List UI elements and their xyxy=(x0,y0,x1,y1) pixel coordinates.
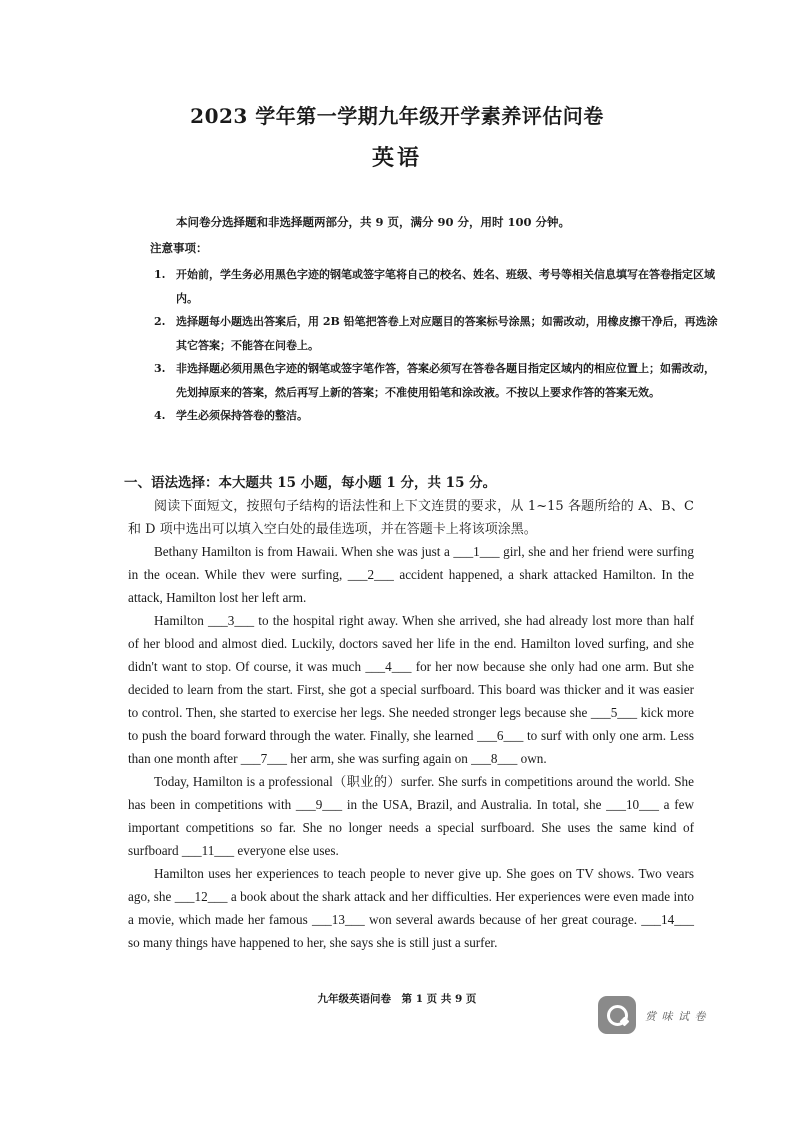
notice-item xyxy=(154,310,724,357)
passage-paragraph: Hamilton uses her experiences to teach people to never give up. She goes on TV shows. Two vears ago, she ___12___ a book about the shark attack and her difficulties. Her experiences were even made into a movie, which made her famous ___13___ won several awards because of her great courage. ___14___ so many things have happened to her, she says she is still just a surfer. xyxy=(128,866,694,950)
watermark-text: 赏 味 试 卷 xyxy=(645,1010,707,1023)
notice-number: 4. xyxy=(154,409,166,422)
reading-passage xyxy=(128,540,694,954)
passage-paragraph: Bethany Hamilton is from Hawaii. When she was just a ___1___ girl, she and her friend were surfing in the ocean. While thev were surfing, ___2___ accident happened, a shark attacked Hamilton. In the attack, Hamilton lost her left arm. xyxy=(128,544,694,605)
notice-number: 2. xyxy=(154,315,166,328)
passage-paragraph: Today, Hamilton is a professional（职业的）surfer. She surfs in competitions around the world. She has been in competitions with ___9___ in the USA, Brazil, and Australia. In total, she ___10___ a few important competitions so far. She no longer needs a special surfboard. She uses the same kind of surfboard ___11___ everyone else uses. xyxy=(128,774,694,858)
notice-text: 学生必须保持答卷的整洁。 xyxy=(176,409,308,422)
notice-text: 开始前，学生务必用黑色字迹的钢笔或签字笔将自己的校名、姓名、班级、考号等相关信息填写在答卷指定区域内。 xyxy=(176,268,715,305)
watermark-logo-icon xyxy=(598,996,636,1034)
notice-text: 非选择题必须用黑色字迹的钢笔或签字笔作答，答案必须写在答卷各题目指定区域内的相应位置上；如需改动，先划掉原来的答案，然后再写上新的答案；不准使用铅笔和涂改液。不按以上要求作答的答案无效。 xyxy=(176,362,715,399)
notice-list xyxy=(154,263,724,428)
exam-intro: 本问卷分选择题和非选择题两部分，共 9 页，满分 90 分，用时 100 分钟。 xyxy=(176,215,571,229)
notice-item xyxy=(154,263,724,310)
notice-heading: 注意事项： xyxy=(150,241,208,255)
section-heading: 一、语法选择：本大题共 15 小题，每小题 1 分，共 15 分。 xyxy=(124,475,497,491)
passage-paragraph: Hamilton ___3___ to the hospital right away. When she arrived, she had already lost more than half of her blood and almost died. Luckily, doctors saved her life in the end. Hamilton loved surfing, and she didn't want to stop. Of course, it was much ___4___ for her now because she only had one arm. But she decided to learn from the start. First, she got a special surfboard. This board was thicker and it was easier to control. Then, she started to exercise her legs. She needed stronger legs because she ___5___ kick more to push the board forward through the water. Finally, she learned ___6___ to surf with only one arm. Less than one month after ___7___ her arm, she was surfing again on ___8___ own. xyxy=(128,613,694,766)
notice-number: 3. xyxy=(154,362,166,375)
notice-item xyxy=(154,404,724,428)
exam-title: 2023 学年第一学期九年级开学素养评估问卷 xyxy=(190,104,604,128)
notice-item xyxy=(154,357,724,404)
subject-title: 英语 xyxy=(371,145,422,171)
section-instructions: 阅读下面短文，按照句子结构的语法性和上下文连贯的要求，从 1~15 各题所给的 A、B、C 和 D 项中选出可以填入空白处的最佳选项，并在答题卡上将该项涂黑。 xyxy=(128,499,694,537)
page-footer: 九年级英语问卷 第 1 页 共 9 页 xyxy=(317,993,477,1005)
notice-text: 选择题每小题选出答案后，用 2B 铅笔把答卷上对应题目的答案标号涂黑；如需改动，用橡皮擦干净后，再选涂其它答案；不能答在问卷上。 xyxy=(176,315,718,352)
notice-number: 1. xyxy=(154,268,166,281)
